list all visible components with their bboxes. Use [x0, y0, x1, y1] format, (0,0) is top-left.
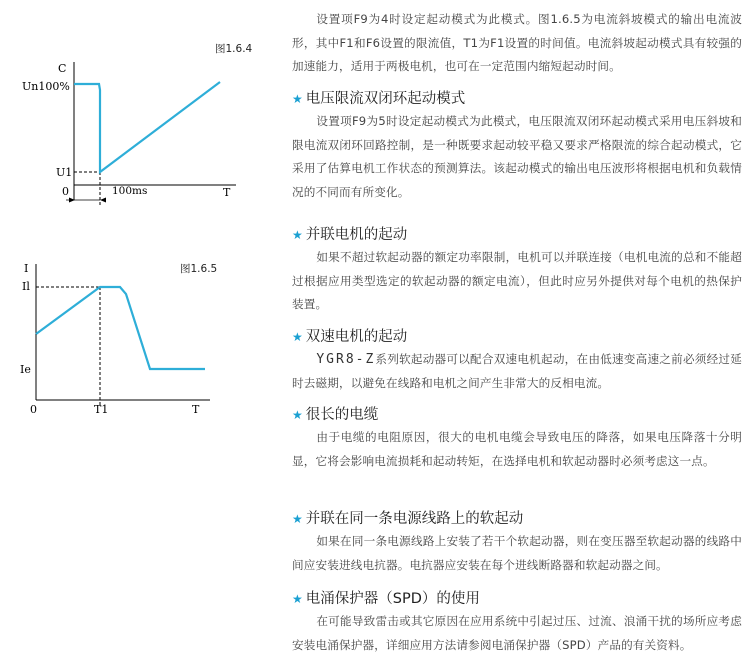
- section-heading: [292, 326, 742, 348]
- section-current-ramp: [292, 8, 742, 79]
- paragraph: 设置项F9为4时设定起动模式为此模式。图1.6.5为电流斜坡模式的输出电流波形，其中F1和F6设置的限流值，T1为F1设置的时间值。电流斜坡起动模式具有较强的加速能力，适用于两极电机，也可在一定范围内缩短起动时间。: [292, 12, 742, 73]
- x-axis-label: T: [192, 403, 200, 416]
- tick-label-ie: Ie: [20, 363, 31, 376]
- tick-label-un: Un100%: [22, 80, 70, 93]
- paragraph: 如果不超过软起动器的额定功率限制，电机可以并联连接（电机电流的总和不能超过根据应用类型选定的软起动器的额定电流），但此时应另外提供对每个电机的热保护装置。: [292, 250, 742, 311]
- star-icon: ★: [292, 592, 303, 606]
- section-title: 电压限流双闭环起动模式: [305, 91, 466, 107]
- section-surge-protector: [292, 588, 742, 657]
- text-column: [292, 0, 742, 656]
- arrow-left: [100, 198, 106, 203]
- section-long-cable: [292, 404, 742, 473]
- section-shared-supply-line: [292, 508, 742, 577]
- section-parallel-motors: [292, 224, 742, 317]
- y-axis-label: C: [58, 62, 67, 75]
- paragraph: 在可能导致雷击或其它原因在应用系统中引起过压、过流、浪涌干扰的场所应考虑安装电涌保护器，详细应用方法请参阅电涌保护器（SPD）产品的有关资料。: [292, 614, 742, 652]
- paragraph: 设置项F9为5时设定起动模式为此模式，电压限流双闭环起动模式采用电压斜坡和限电流双闭环回路控制，是一种既要求起动较平稳又要求严格限流的综合起动模式，它采用了估算电机工作状态的预测算法。该起动模式的输出电压波形将根据电机和负载情况的不同而有所变化。: [292, 114, 742, 199]
- section-heading: [292, 588, 742, 610]
- paragraph: 由于电缆的电阻原因，很大的电机电缆会导致电压的降落，如果电压降落十分明显，它将会影响电流损耗和起动转矩，在选择电机和软起动器时必须考虑这一点。: [292, 430, 742, 468]
- tick-label-t1: T1: [94, 403, 109, 416]
- tick-label-dt: 100ms: [112, 185, 148, 197]
- figure-label: 图1.6.5: [180, 263, 218, 275]
- section-two-speed-motor: [292, 326, 742, 395]
- paragraph: [292, 348, 742, 395]
- section-title: 并联电机的起动: [305, 227, 408, 243]
- voltage-waveform: [74, 82, 220, 172]
- star-icon: ★: [292, 330, 303, 344]
- origin-label: 0: [62, 185, 69, 198]
- star-icon: ★: [292, 92, 303, 106]
- figure-column: [0, 0, 290, 656]
- tick-label-il: Il: [22, 280, 30, 293]
- paragraph-text: 系列软起动器可以配合双速电机起动，在由低速变高速之前必须经过延时去磁期，以避免在线路和电机之间产生非常大的反相电流。: [292, 352, 742, 390]
- tick-label-u1: U1: [56, 166, 73, 179]
- section-heading: [292, 88, 742, 110]
- section-heading: [292, 224, 742, 246]
- section-title: 并联在同一条电源线路上的软起动: [305, 511, 524, 527]
- figure-1-6-5: [0, 250, 290, 450]
- section-title: 双速电机的起动: [305, 329, 408, 345]
- figure-1-6-4: [0, 0, 290, 220]
- origin-label: 0: [30, 403, 37, 416]
- current-waveform: [36, 287, 205, 369]
- paragraph: 如果在同一条电源线路上安装了若干个软起动器，则在变压器至软起动器的线路中间应安装进线电抗器。电抗器应安装在每个进线断路器和软起动器之间。: [292, 534, 742, 572]
- x-axis-label: T: [223, 186, 231, 199]
- section-title: 很长的电缆: [305, 407, 379, 423]
- star-icon: ★: [292, 228, 303, 242]
- section-heading: [292, 404, 742, 426]
- y-axis-label: I: [24, 262, 29, 275]
- model-number: YGR8-Z: [316, 352, 376, 367]
- section-voltage-current-dual-loop: [292, 88, 742, 204]
- figure-label: 图1.6.4: [215, 43, 253, 55]
- star-icon: ★: [292, 512, 303, 526]
- star-icon: ★: [292, 408, 303, 422]
- section-title: 电涌保护器（SPD）的使用: [305, 591, 480, 607]
- section-heading: [292, 508, 742, 530]
